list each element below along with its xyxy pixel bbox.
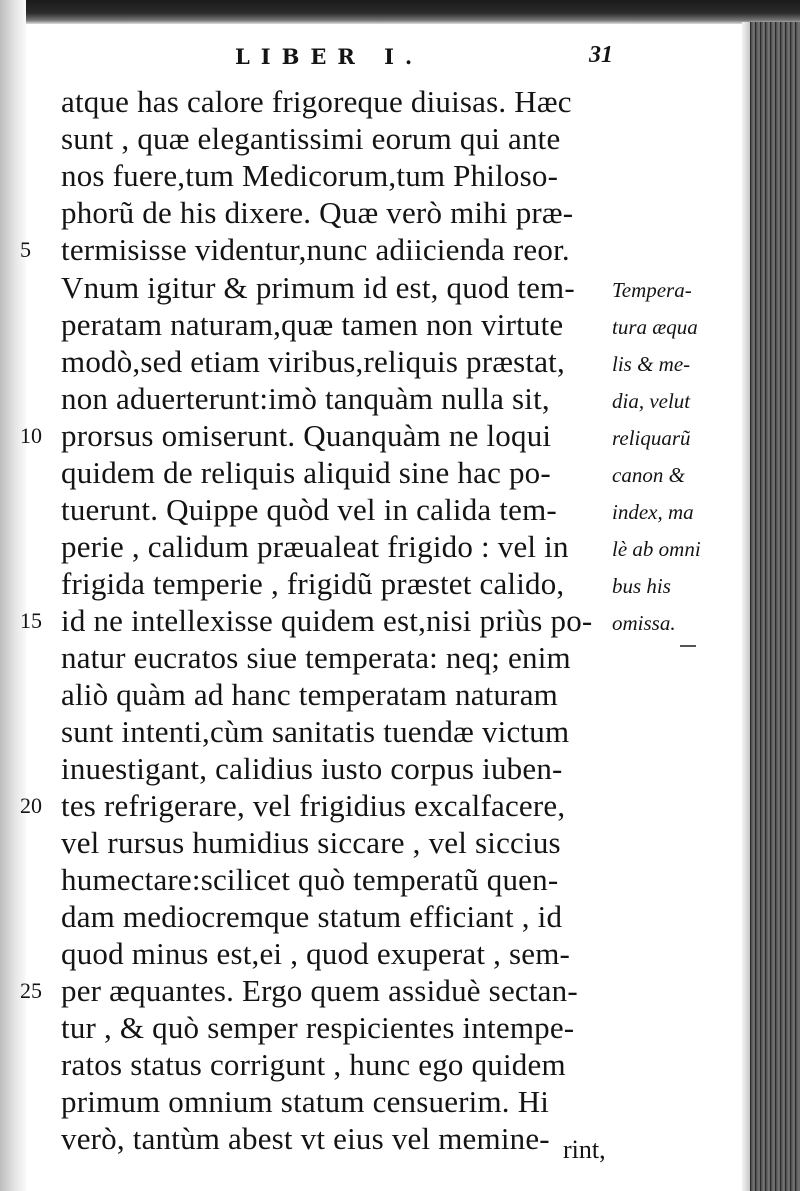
text-line: humectare:scilicet quò temperatũ quen-	[61, 862, 559, 897]
margin-note-line: lè ab omni	[612, 537, 701, 561]
text-line: inuestigant, calidius iusto corpus iuben-	[61, 751, 563, 786]
text-line: dam mediocremque statum efficiant , id	[61, 899, 563, 934]
text-line: termisisse videntur,nunc adiicienda reor.	[61, 232, 570, 267]
margin-note-line: lis & me-	[612, 352, 691, 376]
text-line: Vnum igitur & primum id est, quod tem-	[61, 270, 575, 305]
text-line: frigida temperie , frigidũ præstet calido,	[61, 566, 565, 601]
line-number: 15	[20, 608, 42, 633]
margin-note-line: reliquarũ	[612, 426, 691, 450]
text-line: peratam naturam,quæ tamen non virtute	[61, 307, 564, 342]
margin-note-line: index, ma	[612, 500, 694, 524]
scan-top-shadow	[0, 0, 800, 24]
page-number: 31	[589, 42, 613, 68]
line-number: 5	[20, 237, 31, 262]
text-line: vel rursus humidius siccare , vel siccius	[61, 825, 561, 860]
text-line: ratos status corrigunt , hunc ego quidem	[61, 1047, 566, 1082]
text-line: verò, tantùm abest vt eius vel memine-	[61, 1121, 550, 1156]
text-line: per æquantes. Ergo quem assiduè sectan-	[61, 973, 578, 1008]
text-line: tuerunt. Quippe quòd vel in calida tem-	[61, 492, 557, 527]
margin-dash-mark	[680, 645, 696, 647]
text-line: natur eucratos siue temperata: neq; enim	[61, 640, 571, 675]
margin-note-line: dia, velut	[612, 389, 691, 413]
margin-note-line: canon &	[612, 463, 685, 487]
text-line: nos fuere,tum Medicorum,tum Philoso-	[61, 158, 559, 193]
running-head: LIBER I.	[235, 44, 424, 69]
margin-note-line: tura æqua	[612, 315, 698, 339]
text-line: modò,sed etiam viribus,reliquis præstat,	[61, 344, 565, 379]
page-gutter	[742, 22, 750, 1191]
text-line: sunt intenti,cùm sanitatis tuendæ victum	[61, 714, 570, 749]
text-line: quod minus est,ei , quod exuperat , sem-	[61, 936, 571, 971]
line-number: 25	[20, 978, 42, 1003]
scan-left-shadow	[0, 0, 26, 1191]
margin-note-line: omissa.	[612, 611, 676, 635]
text-line: tur , & quò semper respicientes intempe-	[61, 1010, 575, 1045]
line-number: 20	[20, 793, 42, 818]
line-number: 10	[20, 423, 42, 448]
catchword: rint,	[563, 1135, 606, 1164]
text-line: id ne intellexisse quidem est,nisi priùs po-	[61, 603, 593, 638]
text-line: non aduerterunt:imò tanquàm nulla sit,	[61, 381, 550, 416]
text-line: atque has calore frigoreque diuisas. Hæc	[61, 84, 572, 119]
text-line: primum omnium statum censuerim. Hi	[61, 1084, 550, 1119]
margin-note-line: Tempera-	[612, 278, 692, 302]
text-line: prorsus omiserunt. Quanquàm ne loqui	[61, 418, 552, 453]
text-line: quidem de reliquis aliquid sine hac po-	[61, 455, 551, 490]
text-line: tes refrigerare, vel frigidius excalfacere,	[61, 788, 566, 823]
text-line: phorũ de his dixere. Quæ verò mihi præ-	[61, 195, 574, 230]
text-line: sunt , quæ elegantissimi eorum qui ante	[61, 121, 561, 156]
text-line: aliò quàm ad hanc temperatam naturam	[61, 677, 558, 712]
book-page-edge	[750, 22, 800, 1191]
margin-note-line: bus his	[612, 574, 671, 598]
text-line: perie , calidum præualeat frigido : vel in	[61, 529, 569, 564]
